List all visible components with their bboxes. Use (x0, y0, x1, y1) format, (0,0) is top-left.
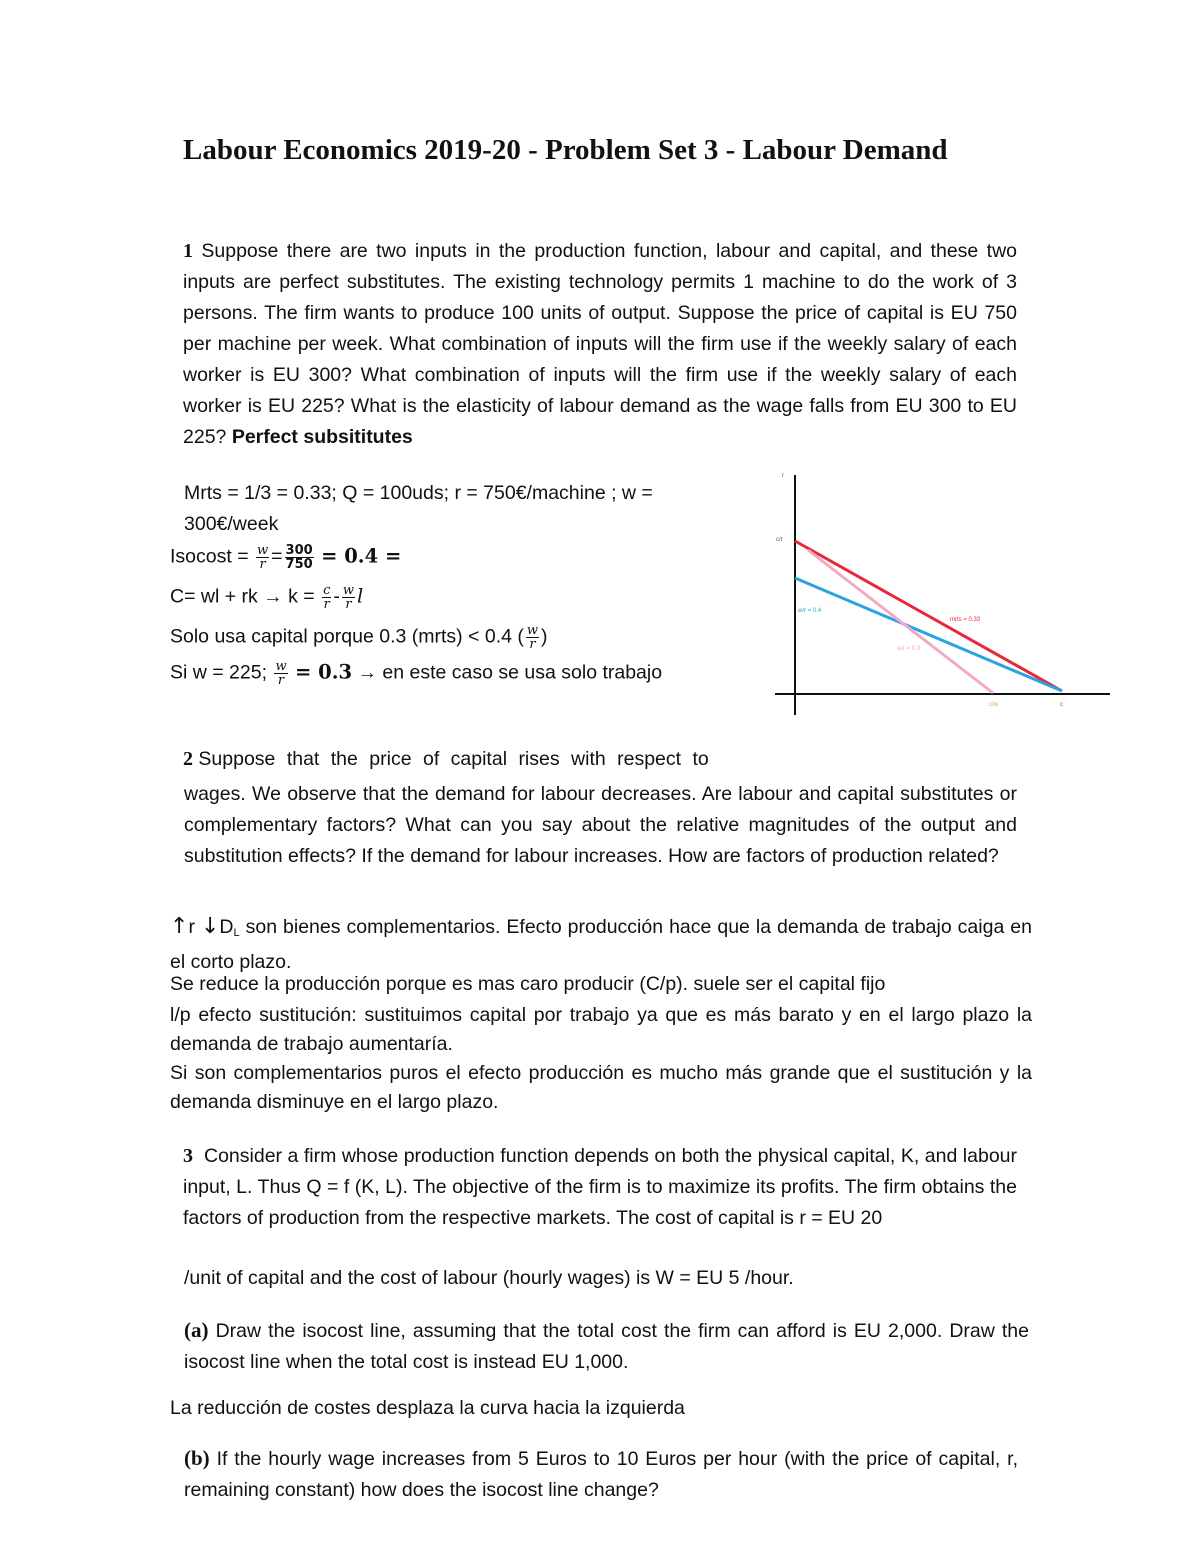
label-red: mrts = 0.33 (950, 617, 981, 623)
question-3a-text: Draw the isocost line, assuming that the total cost the firm can afford is EU 2,000. Draw the isocost line when the total cost is instead EU 1,000. (184, 1320, 1029, 1373)
question-2-number: 2 (183, 748, 193, 770)
fraction-w-r-4 (274, 660, 287, 687)
question-3-text: Consider a firm whose production function depends on both the physical capital, K, and labour input, L. Thus Q = f (K, L). The objective of the firm is to maximize its profits. The firm obtains the factors of production from the respective markets. The cost of capital is r = EU 20 (183, 1145, 1017, 1229)
var-l: l (357, 584, 364, 608)
capital-text: Solo usa capital porque 0.3 (mrts) < 0.4 ( (170, 625, 524, 648)
isocost-equation: Isocost = $\frac{w}{r}$ = $\frac{300}{750}$ = 0.4 = (170, 543, 402, 572)
frac-den: 750 (285, 557, 313, 572)
question-2-text-first: Suppose that the price of capital rises with respect to (198, 748, 709, 770)
question-3-number: 3 (183, 1145, 193, 1167)
q2-answer-2: Se reduce la producción porque es mas caro producir (C/p). suele ser el capital fijo (170, 973, 886, 995)
frac-den: r (529, 637, 536, 652)
fraction-w-r-2 (342, 584, 355, 611)
capital-close: ) (541, 625, 548, 648)
label-pink: w/r = 0.3 (897, 646, 921, 652)
blue-line (795, 578, 1062, 691)
frac-num: w (342, 583, 355, 598)
fraction-w-r (256, 544, 269, 571)
question-3a (184, 1315, 1029, 1378)
question-2-rest: wages. We observe that the demand for labour decreases. Are labour and capital substitutes or complementary factors? What can you say about the relative magnitudes of the output and substitution effects? If the demand for labour increases. How are factors of production related? (184, 783, 1017, 867)
page-title: Labour Economics 2019-20 - Problem Set 3 - Labour Demand (183, 134, 948, 166)
frac-num: c (323, 583, 331, 598)
mrts-line: Mrts = 1/3 = 0.33; Q = 100uds; r = 750€/machine ; w = (184, 482, 653, 504)
question-1-text: Suppose there are two inputs in the production function, labour and capital, and these two inputs are perfect substitutes. The existing technology permits 1 machine to do the work of 3 persons. The firm wants to produce 100 units of output. Suppose the price of capital is EU 750 per machine per week. What combination of inputs will the firm use if the weekly salary of each worker is EU 300? What combination of inputs will the firm use if the weekly salary of each worker is EU 225? What is the elasticity of labour demand as the wage falls from EU 300 to EU 225? (183, 240, 1017, 448)
q2-answer-1 (170, 912, 1032, 977)
si-value: = 0.3 (295, 660, 353, 684)
arrow-up-icon: ↑ (170, 914, 189, 939)
frac-den: r (259, 557, 266, 572)
q2-answer-4: Si son complementarios puros el efecto producción es mucho más grande que el sustitución y la demanda disminuye en el largo plazo. (170, 1062, 1032, 1113)
q2-answer-3: l/p efecto sustitución: sustituimos capital por trabajo ya que es más barato y en el largo plazo la demanda de trabajo aumentaría. (170, 1004, 1032, 1055)
r-symbol: r (188, 916, 195, 938)
frac-den: r (345, 597, 352, 612)
frac-num: w (257, 543, 269, 558)
label-c-r: c/r (776, 537, 783, 543)
d-subscript: L (233, 927, 240, 939)
cost-equation: C= wl + rk → k = $\frac{c}{r}$ - $\frac{w}{r}$ l (170, 583, 364, 612)
question-1-highlight: Perfect subsititutes (231, 426, 413, 448)
q2-answer-1-text: son bienes complementarios. Efecto producción hace que la demanda de trabajo caiga en el corto plazo. (170, 916, 1032, 973)
question-3b-label: (b) (184, 1446, 210, 1470)
frac-num: 300 (285, 543, 313, 558)
red-line (795, 541, 1062, 691)
frac-den: r (277, 673, 285, 688)
si-suffix: → en este caso se usa solo trabajo (357, 661, 663, 684)
d-symbol: D (219, 916, 234, 938)
frac-num: w (275, 659, 287, 674)
fraction-300-750 (285, 544, 314, 571)
fraction-w-r-3 (526, 624, 539, 651)
question-3a-answer: La reducción de costes desplaza la curva hacia la izquierda (170, 1397, 685, 1419)
question-3a-label: (a) (184, 1318, 209, 1342)
label-blue: w/r = 0.4 (798, 608, 822, 614)
label-r: r (782, 473, 784, 479)
isocost-graph (770, 465, 1115, 720)
capital-line (170, 624, 548, 651)
si-prefix: Si w = 225; (170, 661, 268, 684)
label-c-w: c/w (989, 702, 998, 708)
arrow-down-icon: ↓ (200, 914, 220, 939)
cost-prefix: C= wl + rk → k = (170, 585, 315, 608)
fraction-c-r (322, 584, 331, 611)
question-1-number: 1 (183, 240, 193, 262)
question-3b (184, 1443, 1018, 1506)
frac-den: r (323, 597, 330, 612)
isocost-prefix: Isocost = (170, 545, 249, 568)
question-3b-text: If the hourly wage increases from 5 Euros to 10 Euros per hour (with the price of capital, r, remaining constant) how does the isocost line change? (184, 1448, 1018, 1501)
question-3-text-2: /unit of capital and the cost of labour (hourly wages) is W = EU 5 /hour. (184, 1267, 794, 1289)
isocost-value: = 0.4 = (321, 544, 402, 568)
mrts-line-2: 300€/week (184, 513, 279, 535)
si-line (170, 660, 662, 687)
question-1 (183, 236, 1017, 453)
question-2-first (183, 748, 709, 771)
question-3 (183, 1141, 1017, 1234)
frac-num: w (526, 623, 539, 638)
label-c: c (1060, 702, 1063, 708)
